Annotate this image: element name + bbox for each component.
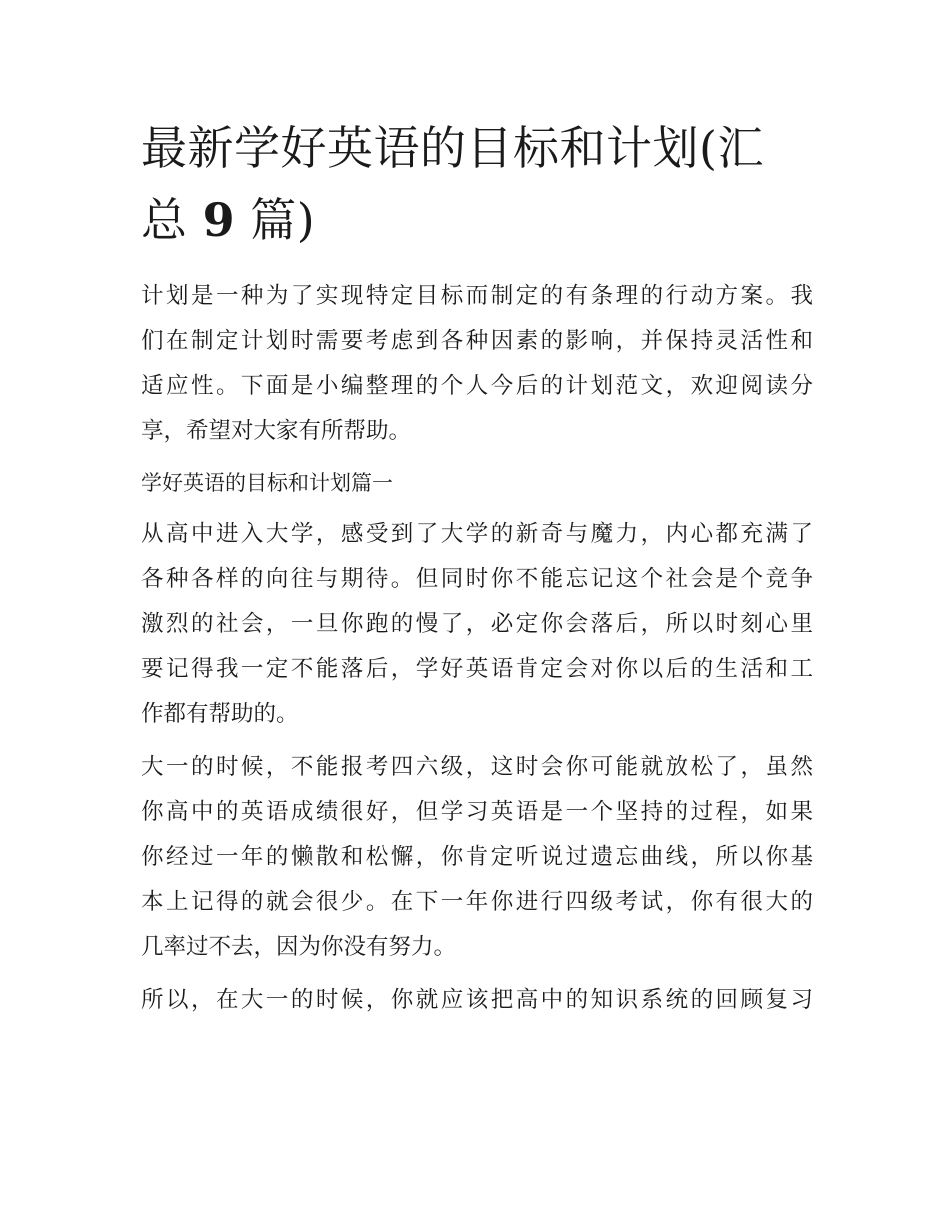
- paragraph-line: 大一的时候，不能报考四六级，这时会你可能就放松了，虽然: [141, 754, 813, 780]
- title-line-1: 最新学好英语的目标和计划(汇: [141, 121, 764, 175]
- paragraph-3: [141, 978, 813, 1023]
- document-body: [141, 274, 813, 1023]
- title-line-2-number: 9: [202, 193, 236, 247]
- intro-line: 适应性。下面是小编整理的个人今后的计划范文，欢迎阅读分: [141, 373, 813, 399]
- paragraph-line: 各种各样的向往与期待。但同时你不能忘记这个社会是个竞争: [141, 566, 813, 592]
- paragraph-line: 你经过一年的懒散和松懈，你肯定听说过遗忘曲线，所以你基: [141, 844, 813, 870]
- intro-line: 计划是一种为了实现特定目标而制定的有条理的行动方案。我: [141, 283, 813, 309]
- document-page: [141, 112, 813, 1031]
- paragraph-line: 几率过不去，因为你没有努力。: [141, 934, 457, 960]
- paragraph-2: [141, 745, 813, 970]
- section-heading: 学好英语的目标和计划篇一: [141, 471, 393, 495]
- intro-line: 们在制定计划时需要考虑到各种因素的影响，并保持灵活性和: [141, 328, 813, 354]
- title-line-2-suffix: 篇): [235, 193, 316, 247]
- paragraph-line: 所以，在大一的时候，你就应该把高中的知识系统的回顾复习: [141, 987, 813, 1013]
- paragraph-line: 要记得我一定不能落后，学好英语肯定会对你以后的生活和工: [141, 656, 813, 682]
- paragraph-line: 你高中的英语成绩很好，但学习英语是一个坚持的过程，如果: [141, 799, 813, 825]
- paragraph-line: 本上记得的就会很少。在下一年你进行四级考试，你有很大的: [141, 889, 813, 915]
- paragraph-line: 作都有帮助的。: [141, 701, 299, 727]
- intro-paragraph: [141, 274, 813, 454]
- title-line-2-prefix: 总: [141, 193, 203, 247]
- paragraph-1: [141, 512, 813, 737]
- paragraph-line: 激烈的社会，一旦你跑的慢了，必定你会落后，所以时刻心里: [141, 611, 813, 637]
- intro-line: 享，希望对大家有所帮助。: [141, 418, 412, 444]
- document-title: [141, 112, 813, 256]
- paragraph-line: 从高中进入大学，感受到了大学的新奇与魔力，内心都充满了: [141, 521, 813, 547]
